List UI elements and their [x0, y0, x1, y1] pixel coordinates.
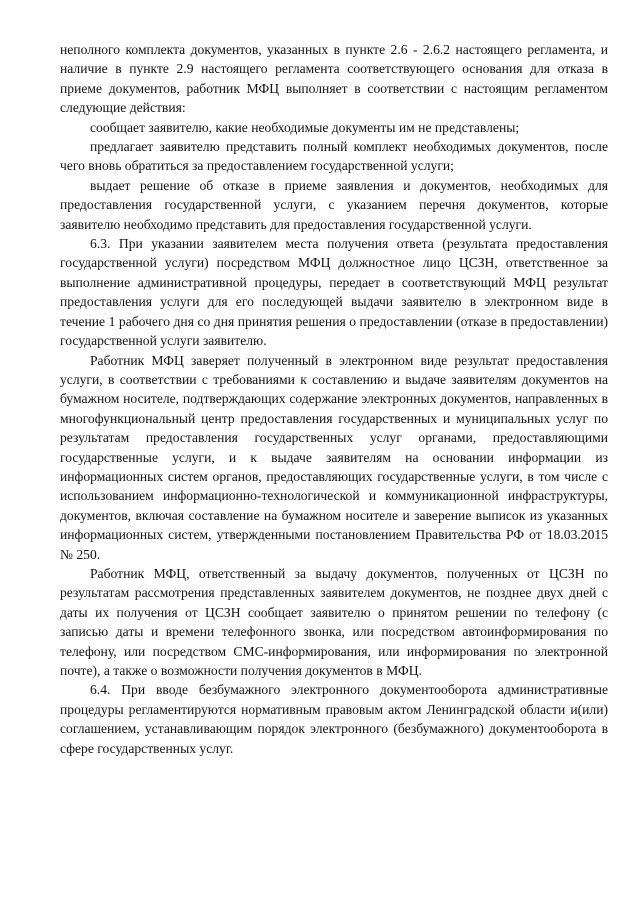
paragraph-continuation: неполного комплекта документов, указанных в пункте 2.6 - 2.6.2 настоящего регламента, и наличие в пункте 2.9 настоящего регламента соответствующего основания для отказа в приеме документов, работник МФЦ выполняет в соответствии с настоящим регламентом следующие действия: — [60, 42, 608, 116]
paragraph-action-refusal: выдает решение об отказе в приеме заявления и документов, необходимых для предоставления государственной услуги, с указанием перечня документов, которые заявителю необходимо представить для предоставления государственной услуги. — [60, 177, 608, 232]
paragraph-6-4: 6.4. При вводе безбумажного электронного документооборота административные процедуры регламентируются нормативным правовым актом Ленинградской области и(или) соглашением, устанавливающим порядок электронного (безбумажного) документооборота в сфере государственных услуг. — [60, 682, 608, 756]
document-page — [60, 40, 608, 758]
paragraph-mfc-certifies: Работник МФЦ заверяет полученный в электронном виде результат предоставления услуги, в соответствии с требованиями к составлению и выдаче заявителям документов на бумажном носителе, подтверждающих содержание электронных документов, направленных в многофункциональный центр предоставления государственных и муниципальных услуг по результатам предоставления государственных услуг органами, предоставляющими государственные услуги, и к выдаче заявителям на основании информации из информационных систем органов, предоставляющих государственные услуги, в том числе с использованием информационно-технологической и коммуникационной инфраструктуры, документов, включая составление на бумажном носителе и заверение выписок из указанных информационных систем, утвержденными постановлением Правительства РФ от 18.03.2015 № 250. — [60, 352, 608, 562]
paragraph-action-inform: сообщает заявителю, какие необходимые документы им не представлены; — [90, 119, 520, 135]
paragraph-mfc-notifies: Работник МФЦ, ответственный за выдачу документов, полученных от ЦСЗН по результатам рассмотрения представленных заявителем документов, не позднее двух дней с даты их получения от ЦСЗН сообщает заявителю о принятом решении по телефону (с записью даты и времени телефонного звонка, или посредством автоинформирования по телефону, или посредством СМС-информирования, или информирования по электронной почте), а также о возможности получения документов в МФЦ. — [60, 565, 608, 678]
paragraph-6-3: 6.3. При указании заявителем места получения ответа (результата предоставления государственной услуги) посредством МФЦ должностное лицо ЦСЗН, ответственное за выполнение административной процедуры, передает в соответствующий МФЦ результат предоставления услуги для его последующей выдачи заявителю в электронном виде в течение 1 рабочего дня со дня принятия решения о предоставлении (отказе в предоставлении) государственной услуги заявителю. — [60, 236, 608, 349]
paragraph-action-propose: предлагает заявителю представить полный комплект необходимых документов, после чего вновь обратиться за предоставлением государственной услуги; — [60, 139, 608, 174]
